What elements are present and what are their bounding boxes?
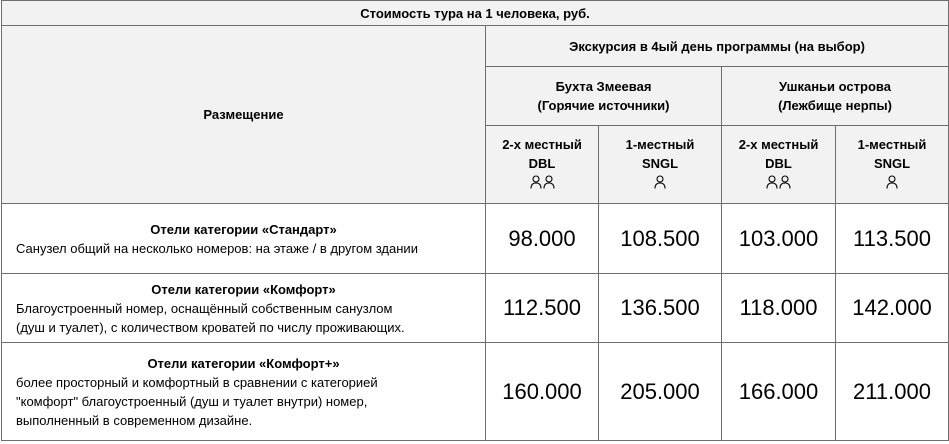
- price-cell: 136.500: [599, 274, 722, 343]
- category-description: Санузел общий на несколько номеров: на этаже / в другом здании: [16, 240, 418, 256]
- price-cell: 142.000: [836, 274, 949, 343]
- room-type-label: 2-х местный: [738, 137, 819, 152]
- option-name: Ушканьи острова: [779, 79, 891, 94]
- category-title: Отели категории «Стандарт»: [150, 221, 337, 237]
- room-type-header: [599, 126, 722, 204]
- category-description: более просторный и комфортный в сравнении с категорией: [16, 374, 378, 390]
- option-subtitle: (Горячие источники): [537, 98, 670, 113]
- placement-header: Размещение: [2, 26, 486, 204]
- category-cell-comfort-plus: [2, 343, 486, 441]
- price-cell: 211.000: [836, 343, 949, 441]
- category-description: "комфорт" благоустроенный (душ и туалет внутри) номер,: [16, 393, 368, 409]
- price-cell: 160.000: [486, 343, 599, 441]
- option-header-ushkany-islands: [722, 67, 949, 126]
- category-title: Отели категории «Комфорт+»: [147, 355, 340, 371]
- price-cell: 112.500: [486, 274, 599, 343]
- table-row: [2, 343, 949, 441]
- room-type-label: 1-местный: [625, 137, 695, 152]
- price-cell: 98.000: [486, 204, 599, 274]
- table-row: [2, 204, 949, 274]
- price-cell: 113.500: [836, 204, 949, 274]
- person-icon: [654, 175, 666, 189]
- room-type-code: SNGL: [641, 156, 679, 171]
- price-cell: 108.500: [599, 204, 722, 274]
- category-description: Благоустроенный номер, оснащённый собственным санузлом: [16, 300, 393, 316]
- person-icon: [886, 175, 898, 189]
- room-type-header: [722, 126, 836, 204]
- price-cell: 166.000: [722, 343, 836, 441]
- category-cell-comfort: [2, 274, 486, 343]
- room-type-code: DBL: [765, 156, 792, 171]
- two-persons-icon: [766, 175, 791, 189]
- room-type-header: [486, 126, 599, 204]
- table-title: Стоимость тура на 1 человека, руб.: [2, 1, 949, 26]
- room-type-label: 1-местный: [857, 137, 927, 152]
- room-type-label: 2-х местный: [502, 137, 582, 152]
- room-type-header: [836, 126, 949, 204]
- price-table: [1, 0, 949, 441]
- category-title: Отели категории «Комфорт»: [151, 281, 336, 297]
- price-cell: 103.000: [722, 204, 836, 274]
- category-cell-standard: [2, 204, 486, 274]
- price-cell: 118.000: [722, 274, 836, 343]
- room-type-code: SNGL: [873, 156, 911, 171]
- category-description: выполненный в современном дизайне.: [16, 412, 253, 428]
- option-name: Бухта Змеевая: [555, 79, 652, 94]
- two-persons-icon: [530, 175, 555, 189]
- room-type-code: DBL: [528, 156, 556, 171]
- option-subtitle: (Лежбище нерпы): [778, 98, 892, 113]
- table-row: [2, 274, 949, 343]
- option-header-snake-bay: [486, 67, 722, 126]
- excursion-header: Экскурсия в 4ый день программы (на выбор): [486, 26, 949, 67]
- category-description: (душ и туалет), с количеством кроватей по числу проживающих.: [16, 319, 405, 335]
- price-cell: 205.000: [599, 343, 722, 441]
